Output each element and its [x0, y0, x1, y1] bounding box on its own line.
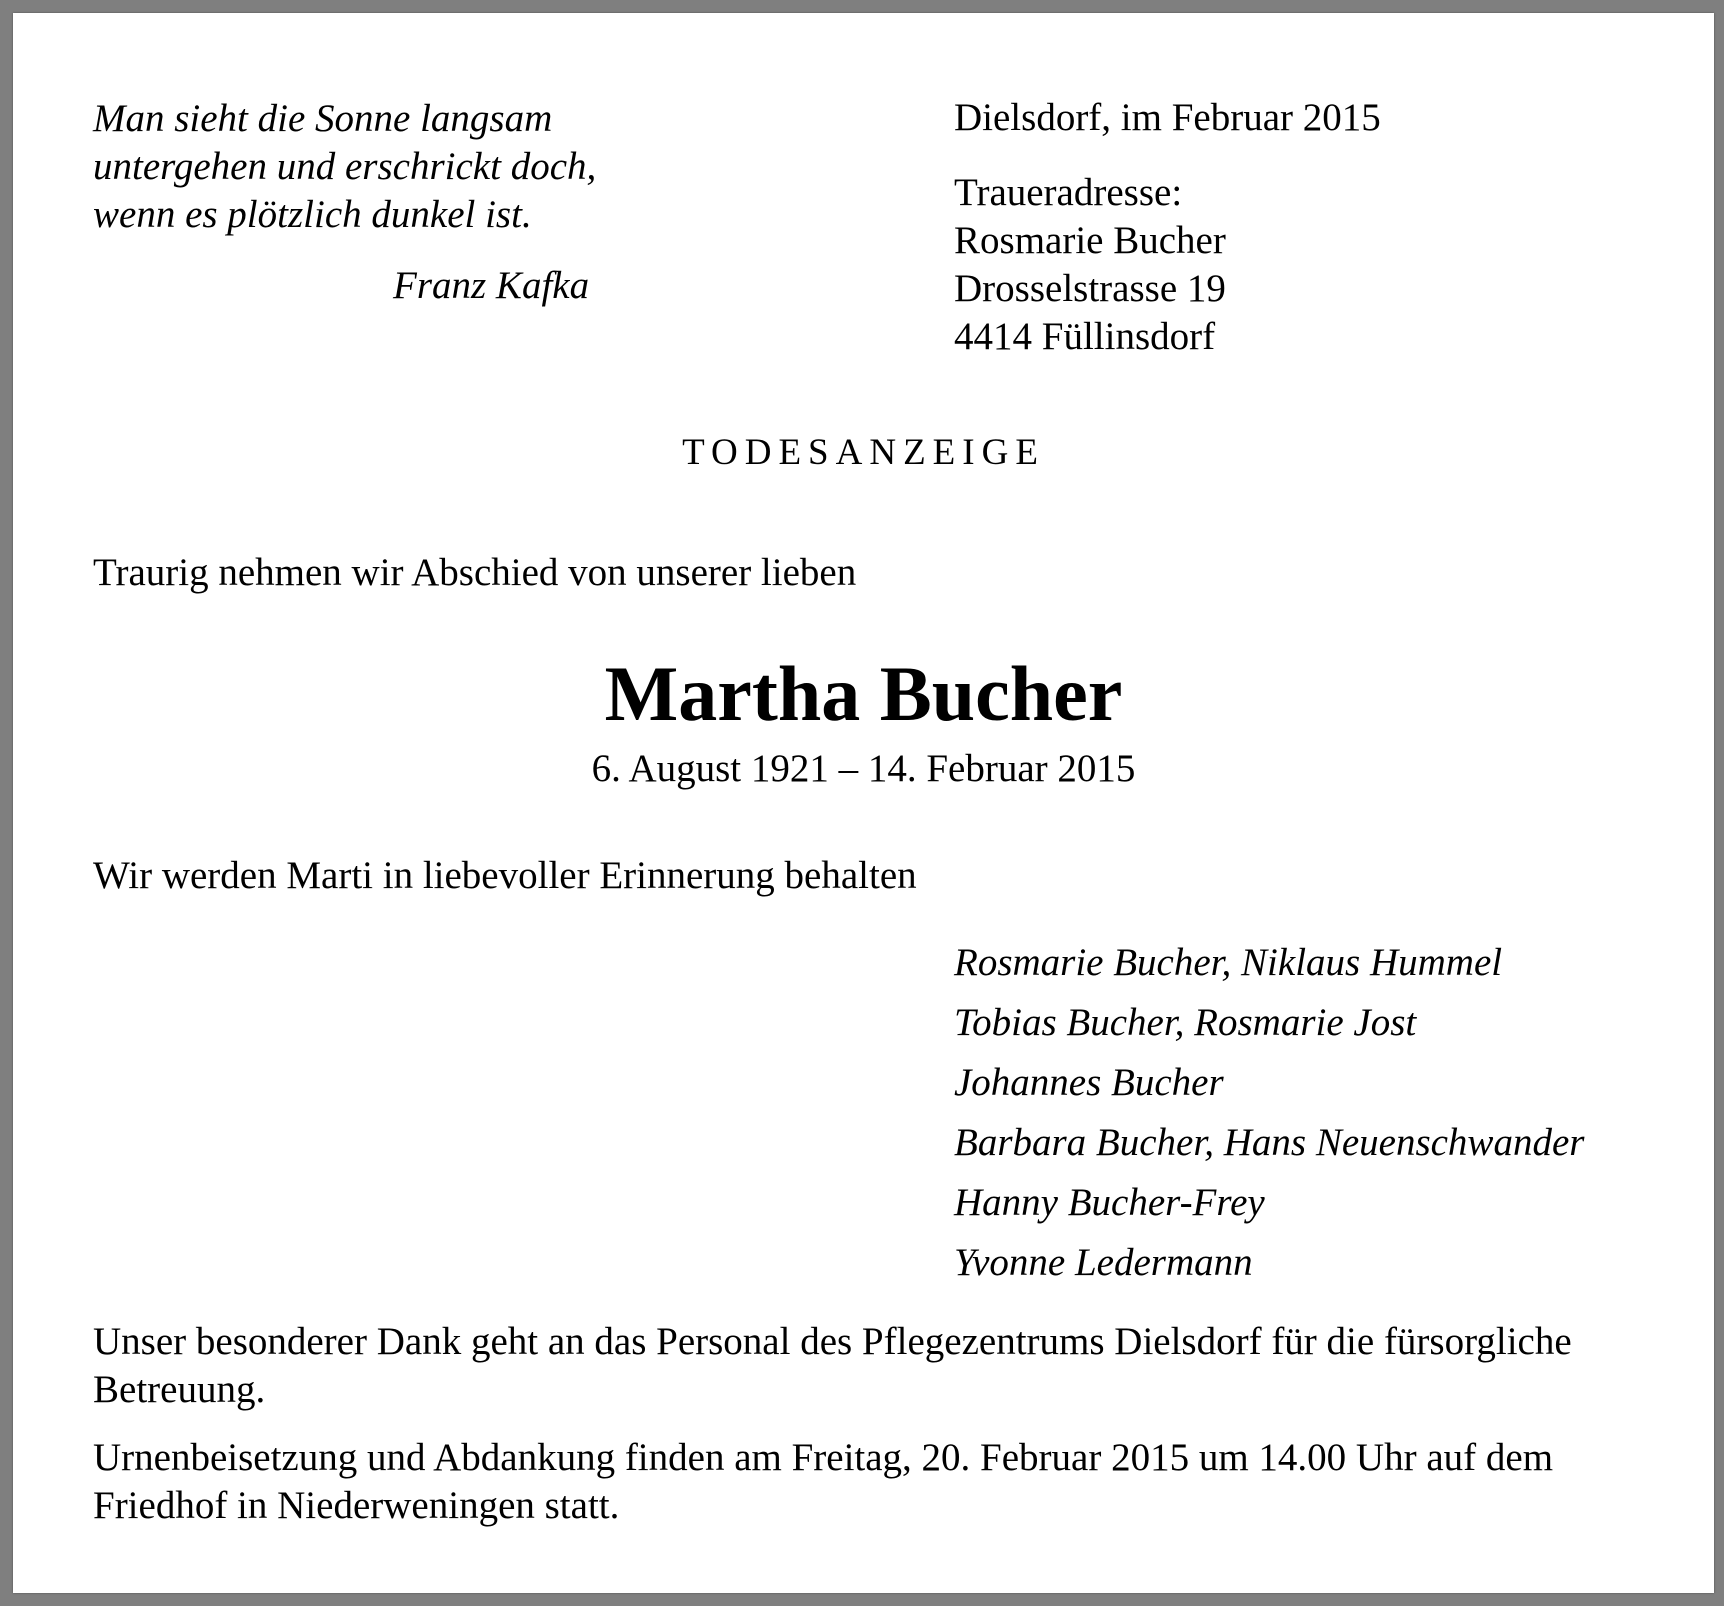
dates-row: [13, 746, 1714, 791]
mourning-address: [954, 169, 1226, 361]
mourners-list: [954, 933, 1584, 1293]
quote-line: wenn es plötzlich dunkel ist.: [93, 193, 532, 236]
deceased-name: Martha Bucher: [604, 650, 1123, 737]
funeral-paragraph: Urnenbeisetzung und Abdankung finden am Freitag, 20. Februar 2015 um 14.00 Uhr auf dem Friedhof in Niederweningen statt.: [93, 1436, 1554, 1527]
notice-title: TODESANZEIGE: [682, 432, 1045, 473]
mourner-item: Yvonne Ledermann: [954, 1241, 1253, 1284]
life-dates: 6. August 1921 – 14. Februar 2015: [591, 747, 1136, 790]
obituary-page: [13, 13, 1714, 1593]
kafka-quote: [93, 95, 713, 239]
place-date: Dielsdorf, im Februar 2015: [954, 96, 1381, 139]
thanks-paragraph: Unser besonderer Dank geht an das Personal des Pflegezentrums Dielsdorf für die fürsorgliche Betreuung.: [93, 1320, 1572, 1411]
mourner-item: Tobias Bucher, Rosmarie Jost: [954, 1001, 1417, 1044]
intro-text: Traurig nehmen wir Abschied von unserer lieben: [93, 551, 857, 594]
mourner-item: Hanny Bucher-Frey: [954, 1181, 1265, 1224]
quote-line: untergehen und erschrickt doch,: [93, 145, 597, 188]
mourner-item: Rosmarie Bucher, Niklaus Hummel: [954, 941, 1503, 984]
address-street: Drosselstrasse 19: [954, 267, 1226, 310]
address-city: 4414 Füllinsdorf: [954, 315, 1216, 358]
title-row: [13, 431, 1714, 474]
memory-text: Wir werden Marti in liebevoller Erinnerung behalten: [93, 854, 917, 897]
mourner-item: Barbara Bucher, Hans Neuenschwander: [954, 1121, 1585, 1164]
mourner-item: Johannes Bucher: [954, 1061, 1224, 1104]
address-label: Traueradresse:: [954, 171, 1183, 214]
quote-line: Man sieht die Sonne langsam: [93, 97, 553, 140]
address-name: Rosmarie Bucher: [954, 219, 1226, 262]
quote-author: Franz Kafka: [393, 264, 590, 307]
name-row: [13, 649, 1714, 739]
